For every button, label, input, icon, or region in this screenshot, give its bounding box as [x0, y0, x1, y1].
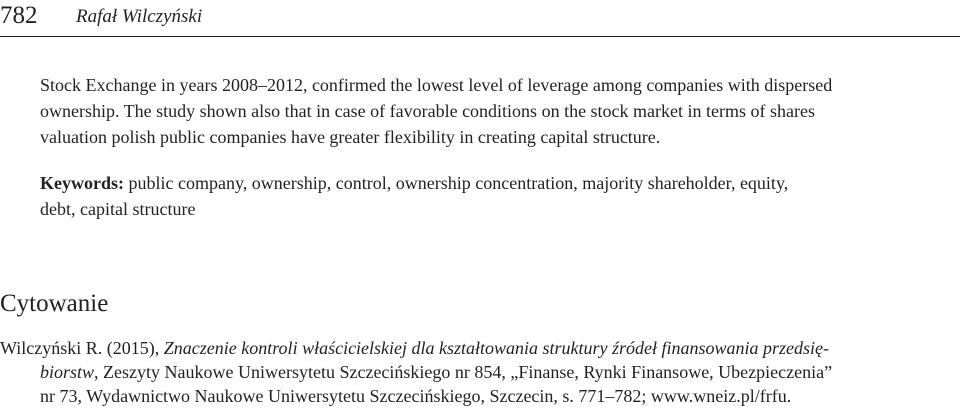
- abstract-line: Stock Exchange in years 2008–2012, confirmed the lowest level of leverage among companies with dispersed: [40, 75, 833, 95]
- keywords-line: debt, capital structure: [40, 199, 196, 219]
- page-number: 782: [0, 2, 38, 29]
- keywords-line: [40, 170, 958, 196]
- citation-heading: Cytowanie: [0, 290, 109, 317]
- citation-title-end: biorstw: [40, 362, 95, 382]
- running-head-author: Rafał Wilczyński: [76, 6, 203, 27]
- keywords-paragraph: [40, 170, 958, 222]
- page-header: [0, 0, 960, 40]
- citation-line: [0, 360, 958, 384]
- abstract-paragraph: [40, 72, 958, 150]
- header-rule: [0, 36, 960, 37]
- citation-line: [0, 336, 958, 360]
- keywords-label: Keywords:: [40, 173, 124, 193]
- citation-title: Znaczenie kontroli właścicielskiej dla kształtowania struktury źródeł finansowania przedsię-: [163, 338, 830, 358]
- citation-author: Wilczyński R. (2015),: [0, 338, 164, 358]
- keywords-text: public company, ownership, control, ownership concentration, majority shareholder, equity,: [124, 173, 789, 193]
- citation-line: nr 73, Wydawnictwo Naukowe Uniwersytetu Szczecińskiego, Szczecin, s. 771–782; www.wneiz.pl/frfu.: [40, 386, 792, 406]
- citation-paragraph: [0, 336, 958, 408]
- abstract-line: ownership. The study shown also that in case of favorable conditions on the stock market in terms of shares: [40, 101, 815, 121]
- citation-source: , Zeszyty Naukowe Uniwersytetu Szczecińskiego nr 854, „Finanse, Rynki Finansowe, Ubezpieczenia”: [94, 362, 833, 382]
- abstract-line: valuation polish public companies have greater flexibility in creating capital structure.: [40, 127, 661, 147]
